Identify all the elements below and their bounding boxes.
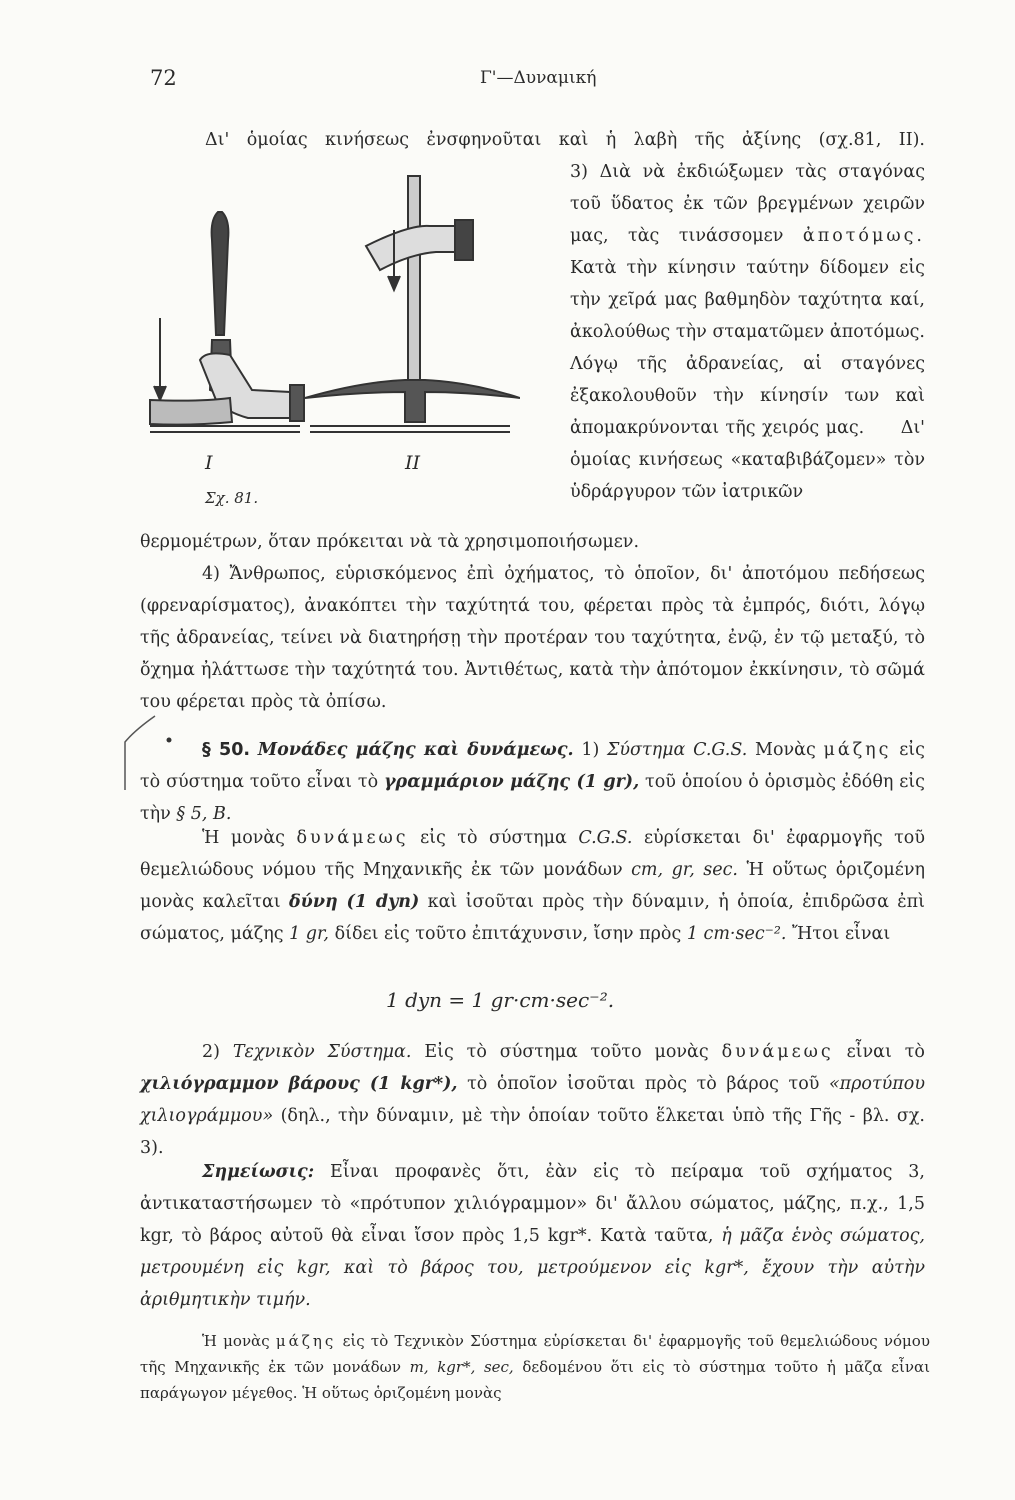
figure-label-1: Ι	[205, 452, 213, 474]
figure-label-2: ΙΙ	[405, 452, 421, 474]
paragraph-4: 4) Ἄνθρωπος, εὑρισκόμενος ἐπὶ ὀχήματος, τὸ ὁποῖον, δι' ἀποτόμου πεδήσεως (φρεναρίσματος), ἀνακόπτει τὴν ταχύτητά του, φέρεται πρὸς τὰ ἐμπρός, διότι, λόγῳ τῆς ἀδρανείας, τείνει νὰ διατηρήσῃ τὴν προτέραν του ταχύτητα, ἐνῷ, ἐν τῷ μεταξύ, τὸ ὄχημα ἠλάττωσε τὴν ταχύτητά του. Ἀντιθέτως, κατὰ τὴν ἀπότομον ἐκκίνησιν, τὸ σῶμά του φέρεται πρὸς τὰ ὀπίσω.	[140, 564, 925, 712]
technical-system-paragraph: 2) Τεχνικὸν Σύστημα. Εἰς τὸ σύστημα τοῦτο μονὰς δυνάμεως εἶναι τὸ χιλιόγραμμον βάρους (1 kgr*), τὸ ὁποῖον ἰσοῦται πρὸς τὸ βάρος τοῦ «προτύπου χιλιογράμμου» (δηλ., τὴν δύναμιν, μὲ τὴν ὁποίαν τοῦτο ἕλκεται ὑπὸ τῆς Γῆς - βλ. σχ. 3).	[140, 1042, 925, 1158]
section-title: Μονάδες μάζης καὶ δυνάμεως.	[257, 740, 574, 760]
section-50: § 50. Μονάδες μάζης καὶ δυνάμεως. 1) Σύστημα C.G.S. Μονὰς μάζης εἰς τὸ σύστημα τοῦτο εἶναι τὸ γραμμάριον μάζης (1 gr), τοῦ ὁποίου ὁ ὁρισμὸς ἐδόθη εἰς τὴν § 5, Β.	[140, 740, 925, 824]
note-label: Σημείωσις:	[202, 1162, 315, 1182]
paragraph-3-end: θερμομέτρων, ὅταν πρόκειται νὰ τὰ χρησιμοποιήσωμεν.	[140, 532, 640, 552]
page-number: 72	[150, 66, 177, 90]
paragraph-3: 3) Διὰ νὰ ἐκδιώξωμεν τὰς σταγόνας τοῦ ὕδατος ἐκ τῶν βρεγμένων χειρῶν μας, τὰς τινάσσομεν ἀποτόμως. Κατὰ τὴν κίνησιν ταύτην δίδομεν εἰς τὴν χεῖρά μας βαθμηδὸν ταχύτητα καί, ἀκολούθως τὴν σταματῶμεν ἀποτόμως. Λόγῳ τῆς ἀδρανείας, αἱ σταγόνες ἐξακολουθοῦν τὴν κίνησίν των καὶ ἀπομακρύνονται τῆς χειρός μας. Δι' ὁμοίας κινήσεως «καταβιβάζομεν» τὸν ὑδράργυρον τῶν ἰατρικῶν	[570, 162, 925, 502]
dyne-formula: 1 dyn = 1 gr·cm·sec⁻².	[386, 988, 615, 1012]
final-paragraph: Ἡ μονὰς μάζης εἰς τὸ Τεχνικὸν Σύστημα εὑρίσκεται δι' ἐφαρμογῆς τοῦ θεμελιώδους νόμου τῆς Μηχανικῆς ἐκ τῶν μονάδων m, kgr*, sec, δεδομένου ὅτι εἰς τὸ σύστημα τοῦτο ἡ μᾶζα εἶναι παράγωγον μέγεθος. Ἡ οὕτως ὁριζομένη μονὰς	[140, 1332, 930, 1402]
note-paragraph: Σημείωσις: Εἶναι προφανὲς ὅτι, ἐὰν εἰς τὸ πείραμα τοῦ σχήματος 3, ἀντικαταστήσωμεν τὸ «πρότυπον χιλιόγραμμον» δι' ἄλλου σώματος, μάζης, π.χ., 1,5 kgr, τὸ βάρος αὐτοῦ θὰ εἶναι ἴσον πρὸς 1,5 kgr*. Κατὰ ταῦτα, ἡ μᾶζα ἑνὸς σώματος, μετρουμένη εἰς kgr, καὶ τὸ βάρος του, μετρούμενον εἰς kgr*, ἔχουν τὴν αὐτὴν ἀριθμητικὴν τιμήν.	[140, 1162, 925, 1310]
intro-line: Δι' ὁμοίας κινήσεως ἐνσφηνοῦται καὶ ἡ λαβὴ τῆς ἀξίνης (σχ.81, ΙΙ).	[205, 130, 925, 150]
page-header	[150, 66, 930, 96]
running-title: Γ'—Δυναμική	[480, 68, 597, 88]
figure-81-illustration	[140, 160, 520, 520]
section-number: § 50.	[202, 740, 251, 760]
figure-caption: Σχ. 81.	[205, 489, 259, 507]
force-unit-paragraph: Ἡ μονὰς δυνάμεως εἰς τὸ σύστημα C.G.S. εὑρίσκεται δι' ἐφαρμογῆς τοῦ θεμελιώδους νόμου τῆς Μηχανικῆς ἐκ τῶν μονάδων cm, gr, sec. Ἡ οὕτως ὁριζομένη μονὰς καλεῖται δύνη (1 dyn) καὶ ἰσοῦται πρὸς τὴν δύναμιν, ἡ ὁποία, ἐπιδρῶσα ἐπὶ σώματος, μάζης 1 gr, δίδει εἰς τοῦτο ἐπιτάχυνσιν, ἴσην πρὸς 1 cm·sec⁻². Ἤτοι εἶναι	[140, 828, 925, 944]
